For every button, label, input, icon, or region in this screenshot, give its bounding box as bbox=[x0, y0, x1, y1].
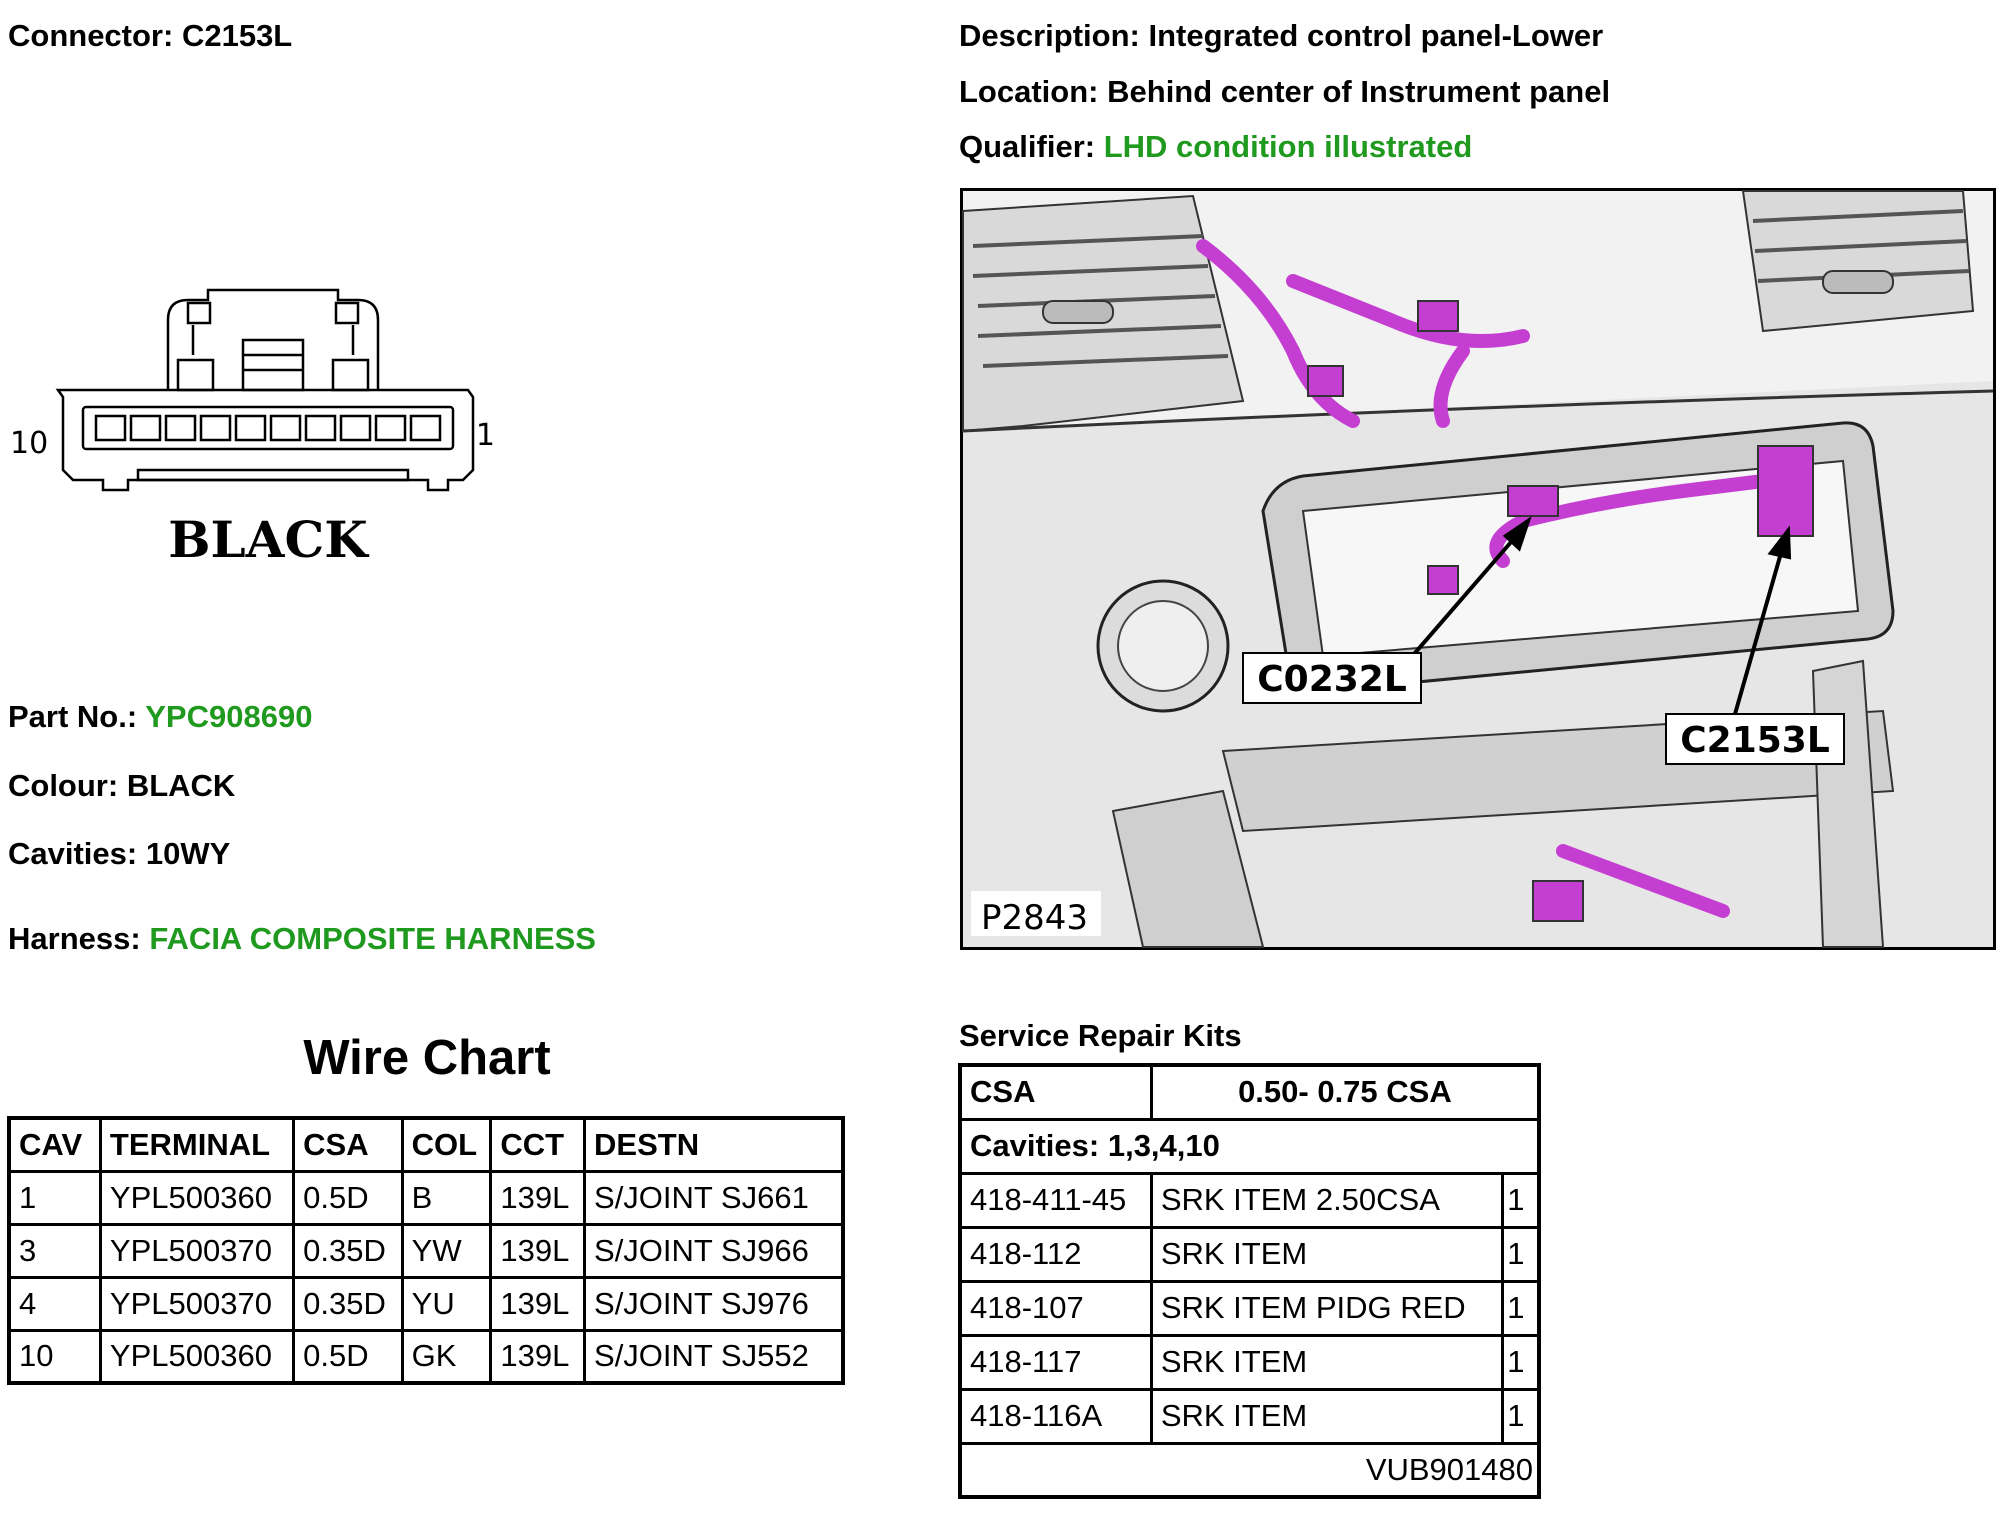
cell-destn: S/JOINT SJ966 bbox=[585, 1224, 843, 1277]
pin-number-left: 10 bbox=[10, 426, 49, 461]
kit-quantity: 1 bbox=[1503, 1281, 1539, 1335]
cavity bbox=[411, 416, 440, 440]
cavity bbox=[201, 416, 230, 440]
cell-cav: 3 bbox=[9, 1224, 100, 1277]
location-value: Behind center of Instrument panel bbox=[1107, 74, 1611, 109]
wire-chart-header-row bbox=[9, 1118, 843, 1171]
cell-csa: 0.5D bbox=[294, 1330, 403, 1383]
cell-csa: 0.35D bbox=[294, 1224, 403, 1277]
table-row bbox=[9, 1224, 843, 1277]
kit-quantity: 1 bbox=[1503, 1389, 1539, 1443]
kit-part-number: 418-116A bbox=[960, 1389, 1151, 1443]
table-row bbox=[960, 1227, 1539, 1281]
cell-cav: 4 bbox=[9, 1277, 100, 1330]
connector-value: C2153L bbox=[181, 18, 293, 53]
qualifier-label: Qualifier: bbox=[959, 129, 1096, 164]
description-value: Integrated control panel-Lower bbox=[1148, 18, 1604, 53]
kit-description: SRK ITEM bbox=[1151, 1389, 1502, 1443]
cell-csa: 0.5D bbox=[294, 1171, 403, 1224]
cavities-value: 10WY bbox=[145, 836, 231, 871]
part-number-line bbox=[8, 699, 312, 735]
description-label: Description: bbox=[959, 18, 1140, 53]
connector-face-drawing bbox=[8, 285, 495, 585]
wire-chart-title: Wire Chart bbox=[303, 1031, 551, 1085]
colour-label: Colour: bbox=[8, 768, 119, 803]
colour-line bbox=[8, 768, 235, 804]
callout-c2153l: C2153L bbox=[1680, 720, 1830, 761]
cell-csa: 0.35D bbox=[294, 1277, 403, 1330]
cell-cct: 139L bbox=[491, 1224, 585, 1277]
kit-description: SRK ITEM bbox=[1151, 1335, 1502, 1389]
kits-csa-row bbox=[960, 1065, 1539, 1119]
kit-description: SRK ITEM 2.50CSA bbox=[1151, 1173, 1502, 1227]
location-illustration bbox=[960, 188, 1996, 950]
col-header-terminal: TERMINAL bbox=[100, 1118, 293, 1171]
col-header-csa: CSA bbox=[294, 1118, 403, 1171]
table-row bbox=[960, 1281, 1539, 1335]
service-kits-title: Service Repair Kits bbox=[959, 1018, 1242, 1053]
connector-line bbox=[8, 18, 292, 54]
kit-part-number: 418-117 bbox=[960, 1335, 1151, 1389]
col-header-destn: DESTN bbox=[585, 1118, 843, 1171]
cell-cav: 10 bbox=[9, 1330, 100, 1383]
cavity bbox=[166, 416, 195, 440]
cell-cav: 1 bbox=[9, 1171, 100, 1224]
part-number-value: YPC908690 bbox=[145, 699, 313, 734]
harness-value: FACIA COMPOSITE HARNESS bbox=[149, 921, 596, 956]
cavities-label: Cavities: bbox=[8, 836, 138, 871]
kit-part-number: 418-112 bbox=[960, 1227, 1151, 1281]
cavity bbox=[131, 416, 160, 440]
cavities-line bbox=[8, 836, 230, 872]
kit-description: SRK ITEM PIDG RED bbox=[1151, 1281, 1502, 1335]
cell-terminal: YPL500360 bbox=[100, 1171, 293, 1224]
cell-col: YW bbox=[402, 1224, 491, 1277]
cell-col: GK bbox=[402, 1330, 491, 1383]
qualifier-line bbox=[959, 129, 1472, 165]
connector-label: Connector: bbox=[8, 18, 174, 53]
cavity bbox=[271, 416, 300, 440]
qualifier-value: LHD condition illustrated bbox=[1103, 129, 1473, 164]
harness-line bbox=[8, 921, 596, 957]
cell-cct: 139L bbox=[491, 1277, 585, 1330]
cell-destn: S/JOINT SJ552 bbox=[585, 1330, 843, 1383]
csa-value: 0.50- 0.75 CSA bbox=[1151, 1065, 1539, 1119]
kits-cavities-row bbox=[960, 1119, 1539, 1173]
wire-chart-table bbox=[7, 1116, 845, 1385]
cell-cct: 139L bbox=[491, 1171, 585, 1224]
csa-label: CSA bbox=[960, 1065, 1151, 1119]
kits-footer-row bbox=[960, 1443, 1539, 1497]
cavity bbox=[96, 416, 125, 440]
harness-label: Harness: bbox=[8, 921, 141, 956]
kit-part-number: 418-411-45 bbox=[960, 1173, 1151, 1227]
callout-c0232l: C0232L bbox=[1257, 659, 1407, 700]
kit-quantity: 1 bbox=[1503, 1173, 1539, 1227]
cell-cct: 139L bbox=[491, 1330, 585, 1383]
cell-terminal: YPL500370 bbox=[100, 1224, 293, 1277]
cell-destn: S/JOINT SJ976 bbox=[585, 1277, 843, 1330]
table-row bbox=[960, 1173, 1539, 1227]
pin-number-right: 1 bbox=[475, 418, 495, 453]
col-header-col: COL bbox=[402, 1118, 491, 1171]
kit-footer-code: VUB901480 bbox=[960, 1443, 1539, 1497]
table-row bbox=[9, 1277, 843, 1330]
col-header-cct: CCT bbox=[491, 1118, 585, 1171]
colour-value: BLACK bbox=[126, 768, 236, 803]
kit-quantity: 1 bbox=[1503, 1227, 1539, 1281]
cell-col: YU bbox=[402, 1277, 491, 1330]
kits-cavities: Cavities: 1,3,4,10 bbox=[960, 1119, 1539, 1173]
table-row bbox=[960, 1335, 1539, 1389]
kit-part-number: 418-107 bbox=[960, 1281, 1151, 1335]
cell-terminal: YPL500360 bbox=[100, 1330, 293, 1383]
table-row bbox=[960, 1389, 1539, 1443]
col-header-cav: CAV bbox=[9, 1118, 100, 1171]
location-label: Location: bbox=[959, 74, 1099, 109]
kit-quantity: 1 bbox=[1503, 1335, 1539, 1389]
description-line bbox=[959, 18, 1603, 54]
cavity bbox=[306, 416, 335, 440]
cell-destn: S/JOINT SJ661 bbox=[585, 1171, 843, 1224]
dashboard-illustration bbox=[963, 191, 1993, 947]
connector-colour-text: BLACK bbox=[168, 510, 368, 569]
cavity bbox=[341, 416, 370, 440]
figure-id: P2843 bbox=[981, 898, 1089, 938]
table-row bbox=[9, 1330, 843, 1383]
cavity bbox=[236, 416, 265, 440]
cavity-group bbox=[96, 416, 440, 440]
table-row bbox=[9, 1171, 843, 1224]
part-number-label: Part No.: bbox=[8, 699, 138, 734]
cavity bbox=[376, 416, 405, 440]
cell-terminal: YPL500370 bbox=[100, 1277, 293, 1330]
location-line bbox=[959, 74, 1610, 110]
service-kits-table bbox=[958, 1063, 1541, 1499]
cell-col: B bbox=[402, 1171, 491, 1224]
kit-description: SRK ITEM bbox=[1151, 1227, 1502, 1281]
